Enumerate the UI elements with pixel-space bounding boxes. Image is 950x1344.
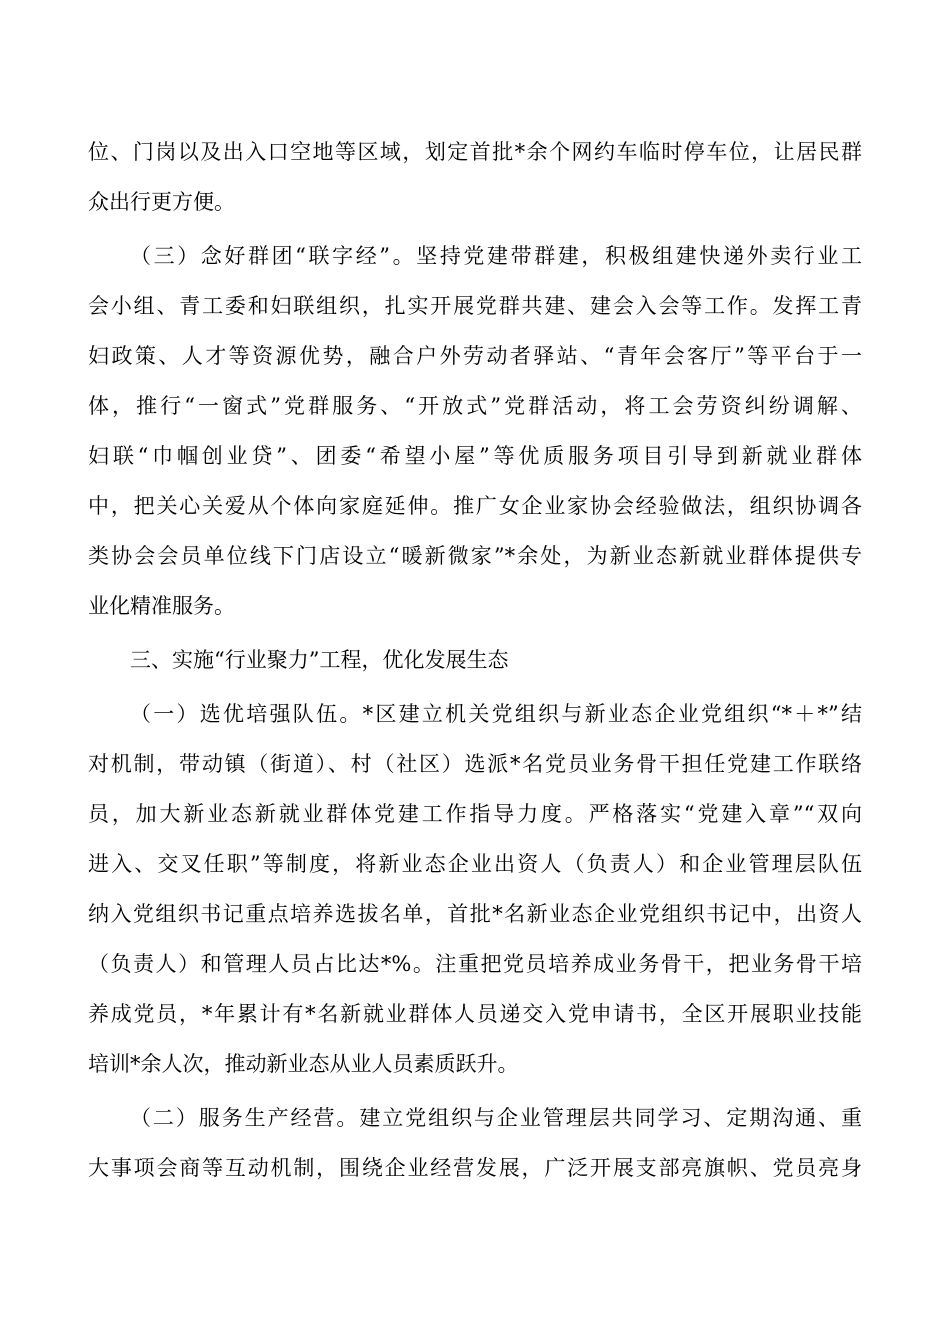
text-line: 纳入党组织书记重点培养选拔名单，首批*名新业态企业党组织书记中，出资人 [88,902,862,926]
text-line: 对机制，带动镇（街道）、村（社区）选派*名党员业务骨干担任党建工作联络 [88,752,862,776]
section-heading: 三、实施“行业聚力”工程，优化发展生态 [130,648,509,672]
text-line: （负责人）和管理人员占比达*%。注重把党员培养成业务骨干，把业务骨干培 [88,952,862,976]
text-line: 类协会会员单位线下门店设立“暖新微家”*余处，为新业态新就业群体提供专 [88,544,862,568]
text-line: 进入、交叉任职”等制度，将新业态企业出资人（负责人）和企业管理层队伍 [88,852,862,876]
text-line: 体，推行“一窗式”党群服务、“开放式”党群活动，将工会劳资纠纷调解、 [88,394,862,418]
text-line: 养成党员，*年累计有*名新就业群体人员递交入党申请书，全区开展职业技能 [88,1002,862,1026]
paragraph-heading-2: （二）服务生产经营。建立党组织与企业管理层共同学习、定期沟通、重 [130,1106,862,1130]
text-line: 位、门岗以及出入口空地等区域，划定首批*余个网约车临时停车位，让居民群 [88,140,862,164]
text-line: 会小组、青工委和妇联组织，扎实开展党群共建、建会入会等工作。发挥工青 [88,294,862,318]
paragraph-heading-1: （一）选优培强队伍。*区建立机关党组织与新业态企业党组织“*＋*”结 [130,702,862,726]
text-line: 大事项会商等互动机制，围绕企业经营发展，广泛开展支部亮旗帜、党员亮身 [88,1156,862,1180]
text-line: 员，加大新业态新就业群体党建工作指导力度。严格落实“党建入章”“双向 [88,802,862,826]
text-line: 中，把关心关爱从个体向家庭延伸。推广女企业家协会经验做法，组织协调各 [88,494,862,518]
text-line: 妇联“巾帼创业贷”、团委“希望小屋”等优质服务项目引导到新就业群体 [88,444,862,468]
text-line: 妇政策、人才等资源优势，融合户外劳动者驿站、“青年会客厅”等平台于一 [88,344,862,368]
text-line: 培训*余人次，推动新业态从业人员素质跃升。 [88,1052,519,1076]
paragraph-heading-3: （三）念好群团“联字经”。坚持党建带群建，积极组建快递外卖行业工 [130,244,862,268]
text-line: 业化精准服务。 [88,594,235,618]
text-line: 众出行更方便。 [88,190,235,214]
